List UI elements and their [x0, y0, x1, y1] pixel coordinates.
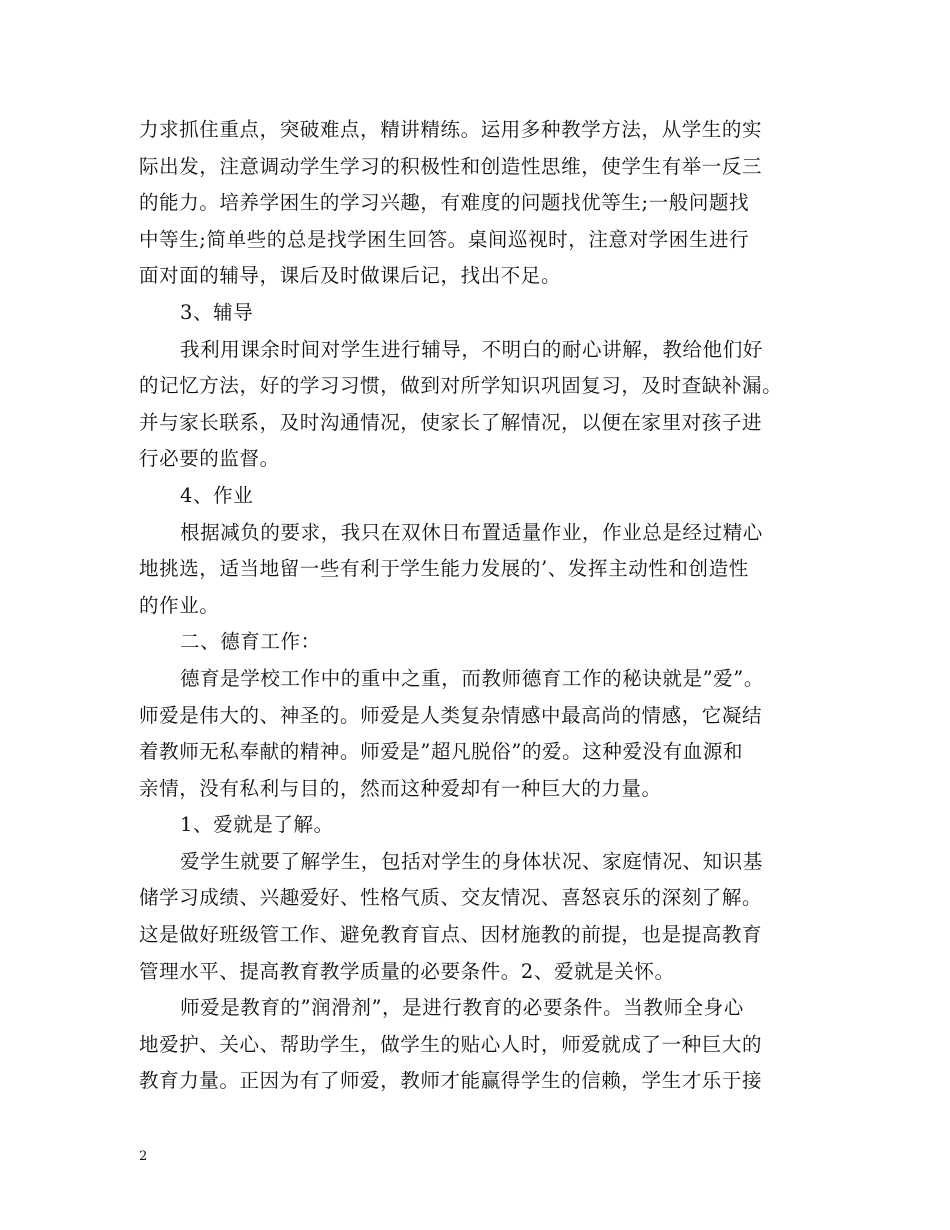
text-line: 着教师无私奉献的精神。师爱是”超凡脱俗”的爱。这种爱没有血源和 — [139, 740, 744, 764]
text-line: 力求抓住重点，突破难点，精讲精练。运用多种教学方法，从学生的实 — [139, 118, 763, 141]
text-line: 管理水平、提高教育教学质量的必要条件。2、爱就是关怀。 — [139, 959, 675, 983]
text-line: 行必要的监督。 — [139, 447, 280, 471]
text-line: 地挑选，适当地留一些有利于学生能力发展的’、发挥主动性和创造性 — [139, 557, 749, 581]
text-line: 亲情，没有私利与目的，然而这种爱却有一种巨大的力量。 — [139, 776, 662, 800]
text-line: 教育力量。正因为有了师爱，教师才能赢得学生的信赖，学生才乐于接 — [139, 1069, 763, 1093]
text-line: 面对面的辅导，课后及时做课后记，找出不足。 — [139, 264, 562, 288]
text-line: 德育是学校工作中的重中之重，而教师德育工作的秘诀就是”爱”。 — [180, 666, 764, 690]
text-line: 3、辅导 — [180, 300, 254, 324]
text-line: 这是做好班级管工作、避免教育盲点、因材施教的前提，也是提高教育 — [139, 923, 763, 947]
text-line: 二、德育工作： — [180, 630, 321, 654]
text-line: 并与家长联系，及时沟通情况，使家长了解情况，以便在家里对孩子进 — [139, 410, 763, 434]
text-line: 储学习成绩、兴趣爱好、性格气质、交友情况、喜怒哀乐的深刻了解。 — [139, 886, 763, 910]
text-line: 的作业。 — [139, 593, 220, 617]
text-line: 我利用课余时间对学生进行辅导，不明白的耐心讲解，教给他们好 — [180, 337, 763, 361]
text-line: 地爱护、关心、帮助学生，做学生的贴心人时，师爱就成了一种巨大的 — [139, 1032, 763, 1056]
text-line: 师爱是伟大的、神圣的。师爱是人类复杂情感中最高尚的情感，它凝结 — [139, 703, 763, 727]
document-body — [139, 112, 819, 1100]
text-line: 的能力。培养学困生的学习兴趣，有难度的问题找优等生;一般问题找 — [139, 191, 750, 215]
text-line: 1、爱就是了解。 — [180, 813, 334, 837]
text-line: 师爱是教育的”润滑剂”，是进行教育的必要条件。当教师全身心 — [180, 996, 744, 1020]
page-number: 2 — [139, 1149, 148, 1164]
text-line: 中等生;简单些的总是找学困生回答。桌间巡视时，注意对学困生进行 — [139, 227, 750, 251]
text-line: 4、作业 — [180, 483, 254, 507]
text-line: 际出发，注意调动学生学习的积极性和创造性思维，使学生有举一反三 — [139, 154, 763, 178]
text-line: 爱学生就要了解学生，包括对学生的身体状况、家庭情况、知识基 — [180, 849, 763, 873]
text-line: 的记忆方法，好的学习习惯，做到对所学知识巩固复习，及时查缺补漏。 — [139, 374, 783, 398]
text-line: 根据减负的要求，我只在双休日布置适量作业，作业总是经过精心 — [180, 520, 763, 544]
